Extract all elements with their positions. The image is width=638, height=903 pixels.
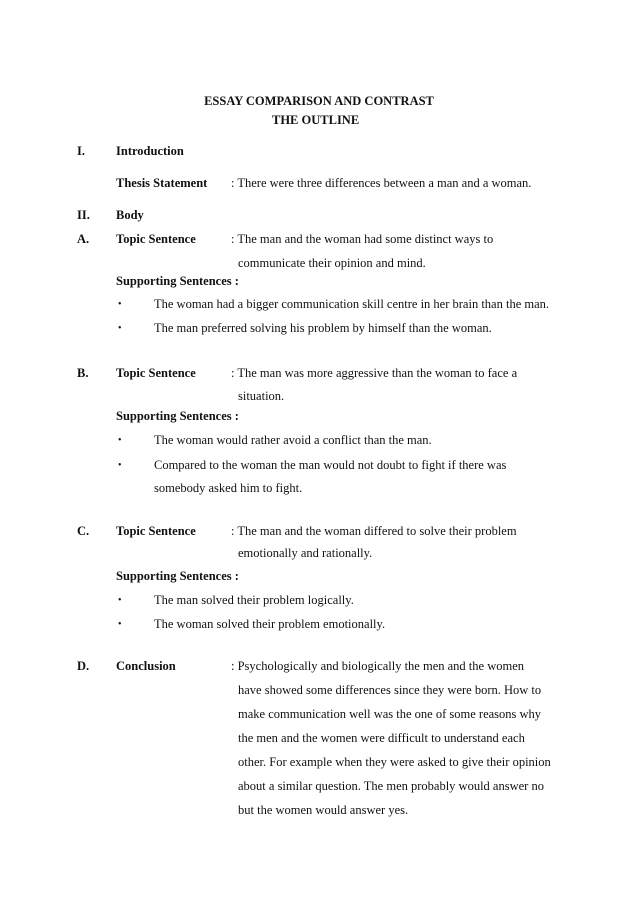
- section-b-bullet-1: The woman would rather avoid a conflict than the man.: [154, 433, 432, 447]
- bullet-icon: •: [118, 299, 122, 310]
- section-a-letter: A.: [77, 232, 90, 246]
- section-a-supporting-label: Supporting Sentences :: [116, 274, 239, 288]
- bullet-icon: •: [118, 323, 122, 334]
- body-numeral: II.: [77, 208, 90, 222]
- intro-heading: Introduction: [116, 144, 184, 158]
- intro-numeral: I.: [77, 144, 85, 158]
- body-heading: Body: [116, 208, 144, 222]
- section-c-topic-line2: emotionally and rationally.: [238, 546, 373, 560]
- bullet-icon: •: [118, 595, 122, 606]
- conclusion-line-5: other. For example when they were asked to give their opinion: [238, 755, 551, 769]
- conclusion-line-1: : Psychologically and biologically the men and the women: [231, 659, 524, 673]
- bullet-icon: •: [118, 619, 122, 630]
- thesis-label: Thesis Statement: [116, 176, 208, 190]
- section-b-topic-line1: : The man was more aggressive than the woman to face a: [231, 366, 518, 380]
- section-a-topic-line1: : The man and the woman had some distinct ways to: [231, 232, 494, 246]
- conclusion-line-6: about a similar question. The men probably would answer no: [238, 779, 544, 793]
- conclusion-letter: D.: [77, 659, 90, 673]
- section-c-bullet-1: The man solved their problem logically.: [154, 593, 354, 607]
- section-a-topic-line2: communicate their opinion and mind.: [238, 256, 426, 270]
- conclusion-line-3: make communication well was the one of some reasons why: [238, 707, 542, 721]
- bullet-icon: •: [118, 435, 122, 446]
- document-title: ESSAY COMPARISON AND CONTRAST: [204, 94, 434, 108]
- conclusion-label: Conclusion: [116, 659, 176, 673]
- section-c-letter: C.: [77, 524, 90, 538]
- section-c-topic-label: Topic Sentence: [116, 524, 196, 538]
- section-a-bullet-2: The man preferred solving his problem by himself than the woman.: [154, 321, 492, 335]
- section-b-bullet-2-cont: somebody asked him to fight.: [154, 481, 303, 495]
- bullet-icon: •: [118, 460, 122, 471]
- conclusion-line-4: the men and the women were difficult to understand each: [238, 731, 525, 745]
- document-subtitle: THE OUTLINE: [272, 113, 360, 127]
- section-a-topic-label: Topic Sentence: [116, 232, 196, 246]
- section-b-topic-label: Topic Sentence: [116, 366, 196, 380]
- section-a-bullet-1: The woman had a bigger communication skill centre in her brain than the man.: [154, 297, 550, 311]
- section-c-supporting-label: Supporting Sentences :: [116, 569, 239, 583]
- section-b-letter: B.: [77, 366, 89, 380]
- section-c-bullet-2: The woman solved their problem emotionally.: [154, 617, 386, 631]
- conclusion-line-2: have showed some differences since they were born. How to: [238, 683, 542, 697]
- conclusion-line-7: but the women would answer yes.: [238, 803, 409, 817]
- section-b-bullet-2: Compared to the woman the man would not doubt to fight if there was: [154, 458, 507, 472]
- section-b-supporting-label: Supporting Sentences :: [116, 409, 239, 423]
- section-b-topic-line2: situation.: [238, 389, 285, 403]
- thesis-text: : There were three differences between a man and a woman.: [231, 176, 532, 190]
- section-c-topic-line1: : The man and the woman differed to solve their problem: [231, 524, 517, 538]
